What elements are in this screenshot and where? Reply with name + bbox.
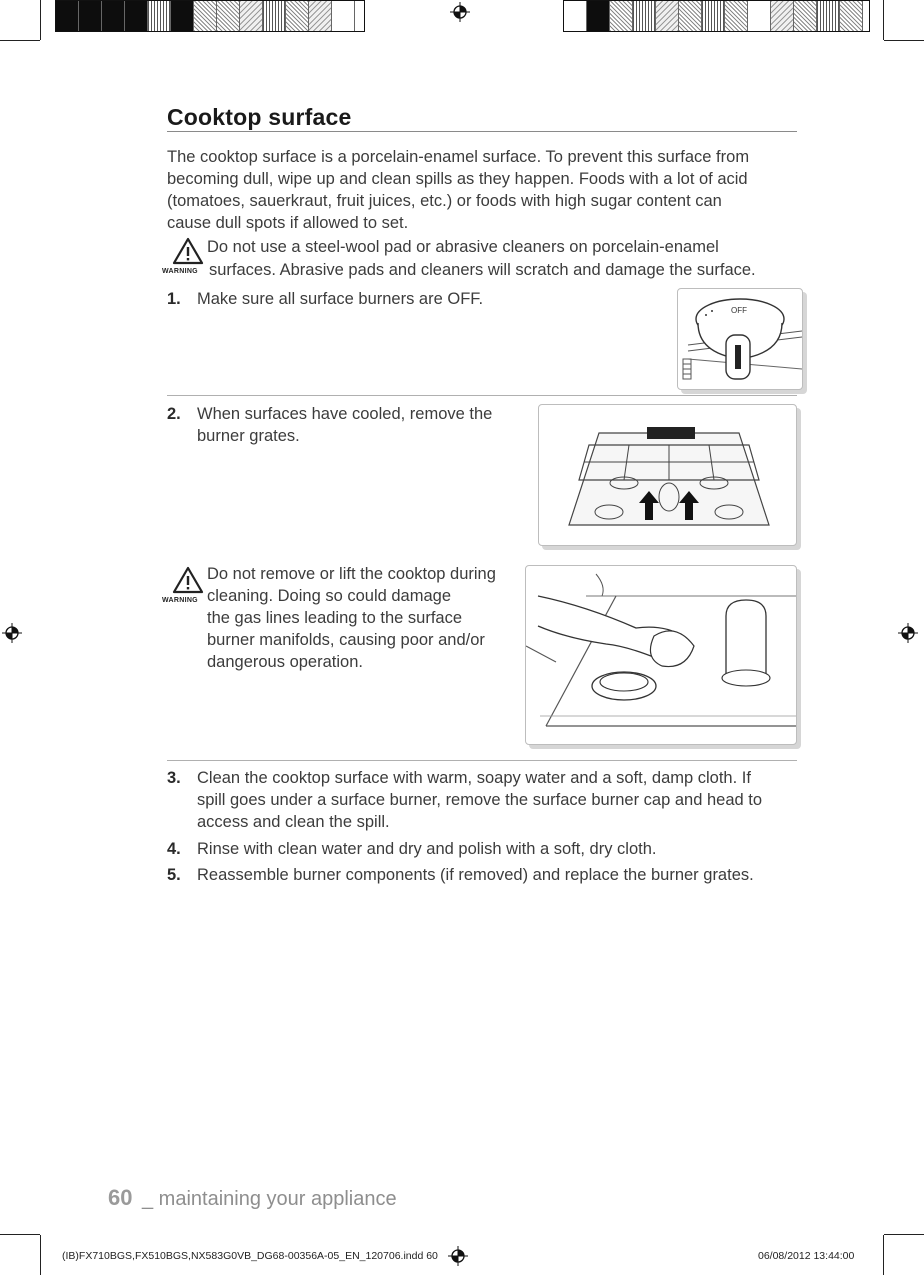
crop-mark-tl-v: [40, 0, 41, 40]
step-line: Make sure all surface burners are OFF.: [197, 290, 484, 308]
warning-line: the gas lines leading to the surface: [207, 609, 463, 627]
figure-knob-off: [677, 288, 803, 390]
step-line: access and clean the spill.: [197, 813, 390, 831]
registration-mark-icon: [898, 623, 918, 643]
warning-line: Do not remove or lift the cooktop during: [207, 565, 496, 583]
crop-mark-tl-h: [0, 40, 40, 41]
warning-text: [209, 259, 809, 281]
crop-mark-tr-h: [884, 40, 924, 41]
step-line: Reassemble burner components (if removed) and replace the burner grates.: [197, 866, 754, 884]
registration-mark-icon: [448, 1246, 468, 1266]
warning-line: cleaning. Doing so could damage: [207, 587, 451, 605]
warning-text: [207, 563, 527, 585]
page-section-label: _ maintaining your appliance: [142, 1188, 397, 1210]
crop-mark-br-v: [883, 1235, 884, 1275]
registration-mark-icon: [450, 2, 470, 22]
title-rule: [167, 131, 797, 132]
cleaning-cooktop-illustration: [526, 566, 796, 744]
step-number: 5.: [167, 866, 181, 884]
step-text: [197, 767, 807, 833]
step-number: 2.: [167, 405, 181, 423]
warning-triangle-icon: [172, 566, 204, 594]
step-number: 1.: [167, 290, 181, 308]
crop-mark-tr-v: [883, 0, 884, 40]
print-slug-file: (IB)FX710BGS,FX510BGS,NX583G0VB_DG68-00356A-05_EN_120706.indd 60: [62, 1250, 438, 1262]
figure-cleaning-cooktop: [525, 565, 797, 745]
step-line: When surfaces have cooled, remove the: [197, 405, 493, 423]
step-divider: [167, 760, 797, 761]
step-line: spill goes under a surface burner, remove the surface burner cap and head to: [197, 791, 763, 809]
intro-line: (tomatoes, sauerkraut, fruit juices, etc.) or foods with high sugar content can: [167, 192, 722, 210]
warning-line: Do not use a steel-wool pad or abrasive cleaners on porcelain-enamel: [207, 238, 719, 256]
step-line: burner grates.: [197, 427, 300, 445]
print-slug-date: 06/08/2012 13:44:00: [758, 1250, 855, 1262]
warning-text: [207, 236, 807, 258]
knob-off-label: OFF: [731, 306, 747, 315]
intro-line: The cooktop surface is a porcelain-enamel surface. To prevent this surface from: [167, 148, 750, 166]
step-divider: [167, 395, 797, 396]
page-title: Cooktop surface: [167, 104, 352, 130]
step-text: [197, 288, 483, 310]
registration-mark-icon: [2, 623, 22, 643]
warning-label: WARNING: [162, 597, 198, 604]
crop-mark-br-h: [884, 1234, 924, 1235]
warning-label: WARNING: [162, 268, 198, 275]
step-text: [197, 838, 807, 860]
step-line: Rinse with clean water and dry and polish with a soft, dry cloth.: [197, 840, 657, 858]
page-number: 60: [108, 1185, 133, 1210]
crop-mark-bl-h: [0, 1234, 40, 1235]
color-bar-left: [55, 0, 365, 32]
crop-mark-bl-v: [40, 1235, 41, 1275]
figure-burner-grates: [538, 404, 797, 546]
warning-triangle-icon: [172, 237, 204, 265]
intro-line: becoming dull, wipe up and clean spills as they happen. Foods with a lot of acid: [167, 170, 748, 188]
intro-paragraph: [167, 146, 797, 234]
step-line: Clean the cooktop surface with warm, soapy water and a soft, damp cloth. If: [197, 769, 751, 787]
warning-line: burner manifolds, causing poor and/or: [207, 631, 485, 649]
color-bar-right: [563, 0, 870, 32]
step-number: 3.: [167, 769, 181, 787]
step-text: [197, 864, 807, 886]
step-text: [197, 403, 517, 447]
warning-line: surfaces. Abrasive pads and cleaners will scratch and damage the surface.: [209, 261, 756, 279]
burner-knob-illustration: [678, 289, 802, 389]
burner-grates-illustration: [539, 405, 796, 545]
intro-line: cause dull spots if allowed to set.: [167, 214, 409, 232]
step-number: 4.: [167, 840, 181, 858]
warning-line: dangerous operation.: [207, 653, 363, 671]
warning-text: [207, 585, 527, 673]
